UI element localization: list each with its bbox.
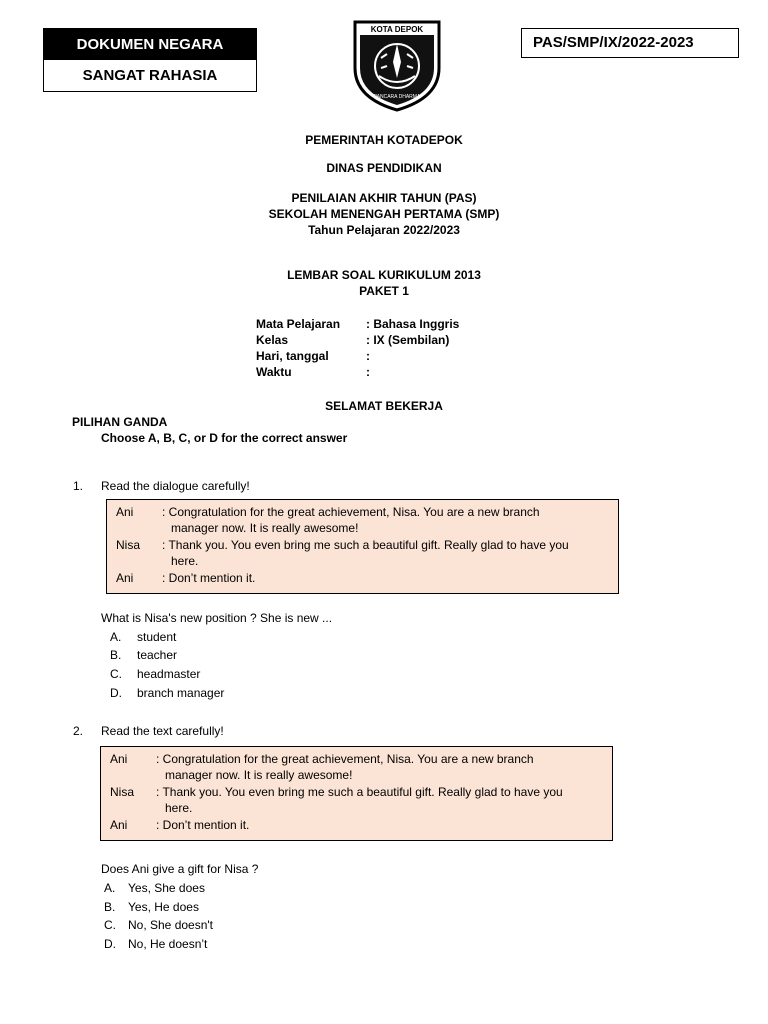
- question-1-dialog-box: [106, 499, 619, 594]
- option-letter: D.: [104, 937, 116, 951]
- dialog-text: : Thank you. You even bring me such a beautiful gift. Really glad to have you: [156, 785, 563, 799]
- logo-bottom-text: PANCARA DHARMA: [373, 94, 421, 100]
- option-letter: B.: [110, 648, 122, 662]
- dialog-speaker: Nisa: [110, 785, 135, 799]
- option-text: student: [137, 630, 177, 644]
- dialog-text: : Don’t mention it.: [162, 571, 256, 585]
- question-2-prompt: Read the text carefully!: [101, 724, 224, 738]
- option-text: No, He doesn’t: [128, 937, 208, 951]
- dialog-speaker: Nisa: [116, 538, 141, 552]
- option-letter: C.: [110, 667, 122, 681]
- title-curriculum: LEMBAR SOAL KURIKULUM 2013: [287, 268, 481, 282]
- option-text: headmaster: [137, 667, 201, 681]
- option-letter: A.: [104, 881, 116, 895]
- question-1-prompt: Read the dialogue carefully!: [101, 479, 250, 493]
- option-letter: D.: [110, 686, 122, 700]
- info-value-class: : IX (Sembilan): [366, 333, 450, 347]
- dialog-speaker: Ani: [116, 505, 134, 519]
- info-label-subject: Mata Pelajaran: [256, 317, 341, 331]
- option-text: teacher: [137, 648, 178, 662]
- question-2-text: Does Ani give a gift for Nisa ?: [101, 862, 259, 876]
- option-text: Yes, He does: [128, 900, 199, 914]
- info-value-date: :: [366, 349, 370, 363]
- dialog-text: : Don’t mention it.: [156, 818, 250, 832]
- dialog-text: : Congratulation for the great achievement, Nisa. You are a new branch: [156, 752, 534, 766]
- info-label-time: Waktu: [256, 365, 292, 379]
- section-title: PILIHAN GANDA: [72, 415, 168, 429]
- doc-label: DOKUMEN NEGARA: [44, 29, 256, 60]
- option-text: Yes, She does: [128, 881, 205, 895]
- title-year: Tahun Pelajaran 2022/2023: [308, 223, 460, 237]
- dialog-text-continued: here.: [171, 554, 199, 568]
- dialog-text-continued: manager now. It is really awesome!: [165, 768, 353, 782]
- section-instruction: Choose A, B, C, or D for the correct answer: [101, 431, 348, 445]
- exam-code: PAS/SMP/IX/2022-2023: [521, 28, 739, 58]
- dialog-text: : Thank you. You even bring me such a beautiful gift. Really glad to have you: [162, 538, 569, 552]
- question-2-dialog-box: [100, 746, 613, 841]
- greeting: SELAMAT BEKERJA: [325, 399, 443, 413]
- option-letter: B.: [104, 900, 116, 914]
- secret-label: SANGAT RAHASIA: [82, 67, 218, 84]
- dialog-speaker: Ani: [110, 752, 128, 766]
- info-label-class: Kelas: [256, 333, 289, 347]
- title-package: PAKET 1: [359, 284, 409, 298]
- title-school: SEKOLAH MENENGAH PERTAMA (SMP): [268, 207, 500, 221]
- dialog-text-continued: manager now. It is really awesome!: [171, 521, 359, 535]
- dialog-speaker: Ani: [110, 818, 128, 832]
- logo-top-text: KOTA DEPOK: [370, 25, 424, 34]
- dialog-speaker: Ani: [116, 571, 134, 585]
- question-1-text: What is Nisa's new position ? She is new ...: [101, 611, 333, 625]
- dialog-text-continued: here.: [165, 801, 193, 815]
- document-classification-box: [43, 28, 257, 92]
- title-assessment: PENILAIAN AKHIR TAHUN (PAS): [291, 191, 477, 205]
- info-value-subject: : Bahasa Inggris: [366, 317, 460, 331]
- option-letter: C.: [104, 918, 116, 932]
- option-text: No, She doesn't: [128, 918, 214, 932]
- title-department: DINAS PENDIDIKAN: [326, 161, 442, 175]
- option-letter: A.: [110, 630, 122, 644]
- info-label-date: Hari, tanggal: [256, 349, 329, 363]
- question-2-number: 2.: [73, 724, 84, 738]
- option-text: branch manager: [137, 686, 225, 700]
- dialog-text: : Congratulation for the great achievement, Nisa. You are a new branch: [162, 505, 540, 519]
- kota-depok-logo: [351, 18, 443, 112]
- info-value-time: :: [366, 365, 370, 379]
- question-1-number: 1.: [73, 479, 84, 493]
- title-government: PEMERINTAH KOTADEPOK: [305, 133, 463, 147]
